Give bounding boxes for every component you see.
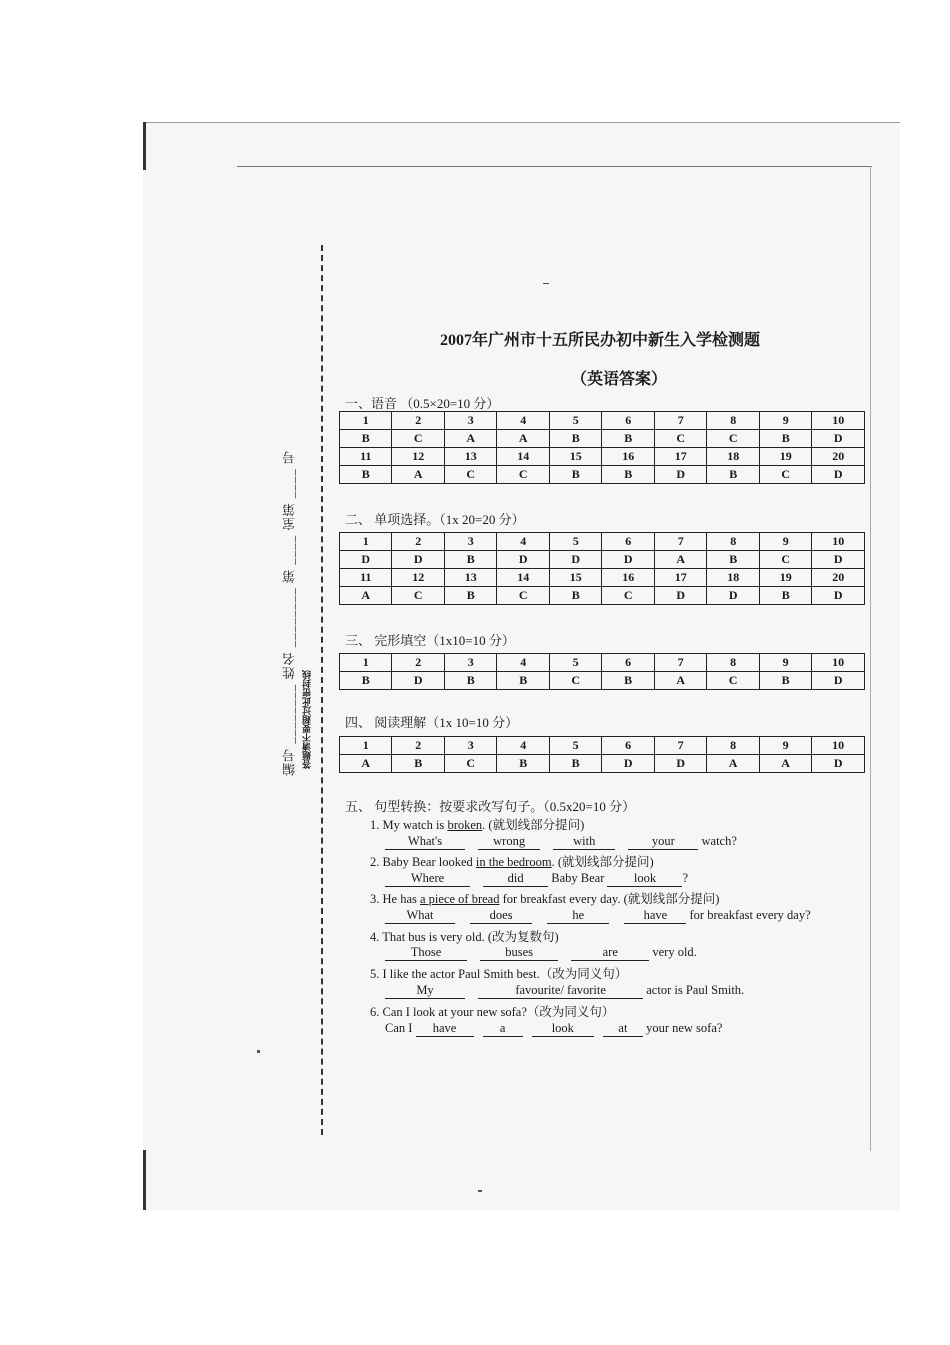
question-number-cell: 7 — [654, 412, 707, 430]
answer-blank: have — [624, 908, 686, 924]
answer-cell: A — [654, 672, 706, 690]
answer-cell: B — [549, 430, 602, 448]
section-4-table — [339, 736, 865, 773]
answer-cell: B — [759, 430, 812, 448]
answer-blank: he — [547, 908, 609, 924]
question-number-cell: 15 — [549, 569, 602, 587]
answer-cell: D — [812, 755, 865, 773]
answer-cell: B — [707, 466, 760, 484]
answer-cell: A — [392, 466, 445, 484]
answer-row — [340, 672, 865, 690]
question-number-cell: 7 — [654, 737, 706, 755]
answer-2: Where did Baby Bear look ? — [385, 871, 688, 887]
answer-cell: D — [812, 466, 865, 484]
question-number-cell: 5 — [549, 737, 601, 755]
answer-cell: B — [549, 587, 602, 605]
question-number-cell: 14 — [497, 448, 550, 466]
question-number-cell: 2 — [392, 654, 444, 672]
answer-cell: D — [392, 551, 445, 569]
paper-edge — [237, 166, 872, 167]
answer-cell: B — [759, 587, 812, 605]
question-number-cell: 4 — [497, 412, 550, 430]
question-number-row — [340, 737, 865, 755]
answer-blank: at — [603, 1021, 643, 1037]
student-info-fields: 编号 ________ 姓名 ________ 第 ____ 室第 ____ 号 — [282, 450, 297, 776]
answer-blank: look — [607, 871, 682, 887]
answer-cell: C — [392, 587, 445, 605]
answer-cell: B — [602, 430, 655, 448]
answer-blank: buses — [480, 945, 558, 961]
question-number-row — [340, 654, 865, 672]
answer-cell: A — [654, 551, 707, 569]
answer-cell: D — [654, 466, 707, 484]
question-number-cell: 7 — [654, 533, 707, 551]
answer-cell: B — [392, 755, 444, 773]
answer-cell: D — [392, 672, 444, 690]
answer-cell: C — [392, 430, 445, 448]
question-number-cell: 9 — [759, 737, 811, 755]
question-number-cell: 9 — [759, 412, 812, 430]
question-number-cell: 10 — [812, 737, 865, 755]
answer-cell: D — [602, 551, 655, 569]
answer-blank: did — [483, 871, 548, 887]
section-1-table — [339, 411, 865, 484]
question-number-row — [340, 448, 865, 466]
answer-cell: D — [812, 551, 865, 569]
answer-cell: C — [707, 672, 759, 690]
question-number-cell: 20 — [812, 569, 865, 587]
scan-speck — [478, 1190, 482, 1192]
scan-edge — [143, 1150, 146, 1210]
question-number-cell: 15 — [549, 448, 602, 466]
question-4: 4. That bus is very old. (改为复数句) — [370, 930, 559, 944]
answer-cell: D — [654, 587, 707, 605]
answer-cell: D — [340, 551, 392, 569]
answer-blank: Those — [385, 945, 467, 961]
answer-blank: My — [385, 983, 465, 999]
answer-blank: favourite/ favorite — [478, 983, 643, 999]
answer-cell: C — [444, 466, 497, 484]
answer-blank: your — [628, 834, 698, 850]
question-number-cell: 2 — [392, 533, 445, 551]
answer-blank: does — [470, 908, 532, 924]
answer-cell: D — [707, 587, 760, 605]
question-1: 1. My watch is broken. (就划线部分提问) — [370, 818, 585, 832]
question-number-cell: 8 — [707, 654, 759, 672]
seal-notice: 答题请不要超过此密封线 — [302, 670, 312, 769]
answer-cell: D — [654, 755, 706, 773]
question-6: 6. Can I look at your new sofa?（改为同义句） — [370, 1005, 615, 1019]
question-number-cell: 18 — [707, 569, 760, 587]
answer-blank: are — [571, 945, 649, 961]
answer-cell: D — [549, 551, 602, 569]
answer-cell: B — [602, 672, 654, 690]
question-number-cell: 9 — [759, 533, 812, 551]
question-number-cell: 6 — [602, 533, 655, 551]
question-number-cell: 13 — [444, 448, 497, 466]
answer-blank: with — [553, 834, 615, 850]
question-number-cell: 9 — [759, 654, 811, 672]
page-subtitle: （英语答案） — [571, 371, 668, 388]
answer-cell: A — [340, 755, 392, 773]
answer-cell: B — [444, 587, 497, 605]
answer-row — [340, 755, 865, 773]
question-number-cell: 19 — [759, 569, 812, 587]
question-2: 2. Baby Bear looked in the bedroom. (就划线部分提问) — [370, 855, 654, 869]
question-number-row — [340, 533, 865, 551]
question-number-cell: 17 — [654, 448, 707, 466]
answer-blank: What — [385, 908, 455, 924]
answer-cell: B — [340, 672, 392, 690]
answer-cell: A — [444, 430, 497, 448]
question-number-cell: 6 — [602, 737, 654, 755]
answer-row — [340, 430, 865, 448]
question-number-cell: 12 — [392, 569, 445, 587]
question-number-cell: 7 — [654, 654, 706, 672]
question-number-cell: 3 — [444, 533, 497, 551]
answer-cell: C — [759, 466, 812, 484]
answer-cell: B — [602, 466, 655, 484]
answer-cell: B — [497, 672, 549, 690]
question-number-cell: 4 — [497, 654, 549, 672]
question-number-cell: 5 — [549, 412, 602, 430]
question-number-cell: 8 — [707, 533, 760, 551]
answer-cell: B — [549, 466, 602, 484]
answer-cell: D — [812, 587, 865, 605]
answer-cell: C — [707, 430, 760, 448]
answer-cell: C — [759, 551, 812, 569]
answer-cell: C — [497, 587, 550, 605]
scan-edge — [143, 122, 900, 123]
answer-cell: D — [602, 755, 654, 773]
question-number-cell: 12 — [392, 448, 445, 466]
answer-row — [340, 466, 865, 484]
scan-edge — [143, 122, 146, 170]
question-number-row — [340, 412, 865, 430]
answer-5: My favourite/ favorite actor is Paul Smith. — [385, 983, 744, 999]
question-number-cell: 11 — [340, 448, 392, 466]
question-number-cell: 8 — [707, 737, 759, 755]
answer-cell: B — [340, 430, 392, 448]
question-number-cell: 3 — [444, 412, 497, 430]
answer-3: What does he have for breakfast every day? — [385, 908, 811, 924]
question-number-cell: 8 — [707, 412, 760, 430]
question-number-cell: 3 — [444, 737, 496, 755]
question-number-cell: 6 — [602, 654, 654, 672]
answer-cell: A — [497, 430, 550, 448]
answer-cell: B — [707, 551, 760, 569]
answer-cell: B — [497, 755, 549, 773]
question-number-cell: 18 — [707, 448, 760, 466]
answer-cell: B — [444, 672, 496, 690]
question-number-cell: 1 — [340, 737, 392, 755]
answer-blank: wrong — [478, 834, 540, 850]
answer-cell: C — [654, 430, 707, 448]
answer-blank: What's — [385, 834, 465, 850]
answer-cell: C — [549, 672, 601, 690]
page-title: 2007年广州市十五所民办初中新生入学检测题 — [440, 332, 761, 349]
answer-4: Those buses are very old. — [385, 945, 697, 961]
answer-6: Can I have a look at your new sofa? — [385, 1021, 723, 1035]
section-2-label: 二、 单项选择。（1x 20=20 分） — [345, 512, 525, 527]
answer-1: What's wrong with your watch? — [385, 834, 737, 850]
question-number-cell: 10 — [812, 654, 865, 672]
section-5-label: 五、 句型转换：按要求改写句子。（0.5x20=10 分） — [345, 799, 636, 814]
question-number-cell: 1 — [340, 533, 392, 551]
question-number-cell: 4 — [497, 737, 549, 755]
answer-cell: B — [340, 466, 392, 484]
question-5: 5. I like the actor Paul Smith best.（改为同义句） — [370, 967, 628, 981]
section-3-table — [339, 653, 865, 690]
question-number-cell: 19 — [759, 448, 812, 466]
answer-row — [340, 587, 865, 605]
question-number-cell: 3 — [444, 654, 496, 672]
answer-cell: A — [340, 587, 392, 605]
answer-cell: A — [707, 755, 759, 773]
answer-cell: D — [812, 430, 865, 448]
section-2-table — [339, 532, 865, 605]
section-1-label: 一、语音 （0.5×20=10 分） — [345, 396, 500, 411]
scan-speck — [543, 283, 549, 284]
question-number-cell: 16 — [602, 448, 655, 466]
answer-cell: B — [759, 672, 811, 690]
answer-blank: a — [483, 1021, 523, 1037]
answer-cell: C — [602, 587, 655, 605]
answer-blank: look — [532, 1021, 594, 1037]
answer-cell: B — [444, 551, 497, 569]
question-number-cell: 11 — [340, 569, 392, 587]
question-number-cell: 14 — [497, 569, 550, 587]
seal-line — [321, 245, 323, 1135]
question-number-cell: 17 — [654, 569, 707, 587]
question-number-cell: 16 — [602, 569, 655, 587]
answer-row — [340, 551, 865, 569]
answer-cell: D — [497, 551, 550, 569]
scan-speck — [257, 1050, 260, 1053]
answer-cell: D — [812, 672, 865, 690]
question-number-cell: 20 — [812, 448, 865, 466]
paper-edge — [870, 166, 871, 1151]
section-4-label: 四、 阅读理解（1x 10=10 分） — [345, 715, 519, 730]
question-number-cell: 10 — [812, 533, 865, 551]
question-3: 3. He has a piece of bread for breakfast every day. (就划线部分提问) — [370, 892, 720, 906]
question-number-cell: 4 — [497, 533, 550, 551]
question-number-cell: 10 — [812, 412, 865, 430]
answer-cell: C — [497, 466, 550, 484]
question-number-cell: 2 — [392, 737, 444, 755]
question-number-cell: 1 — [340, 412, 392, 430]
question-number-cell: 5 — [549, 533, 602, 551]
answer-blank: have — [416, 1021, 474, 1037]
question-number-cell: 5 — [549, 654, 601, 672]
answer-cell: A — [759, 755, 811, 773]
section-3-label: 三、 完形填空（1x10=10 分） — [345, 633, 515, 648]
question-number-row — [340, 569, 865, 587]
question-number-cell: 13 — [444, 569, 497, 587]
question-number-cell: 1 — [340, 654, 392, 672]
answer-blank: Where — [385, 871, 470, 887]
answer-cell: B — [549, 755, 601, 773]
question-number-cell: 2 — [392, 412, 445, 430]
question-number-cell: 6 — [602, 412, 655, 430]
answer-cell: C — [444, 755, 496, 773]
